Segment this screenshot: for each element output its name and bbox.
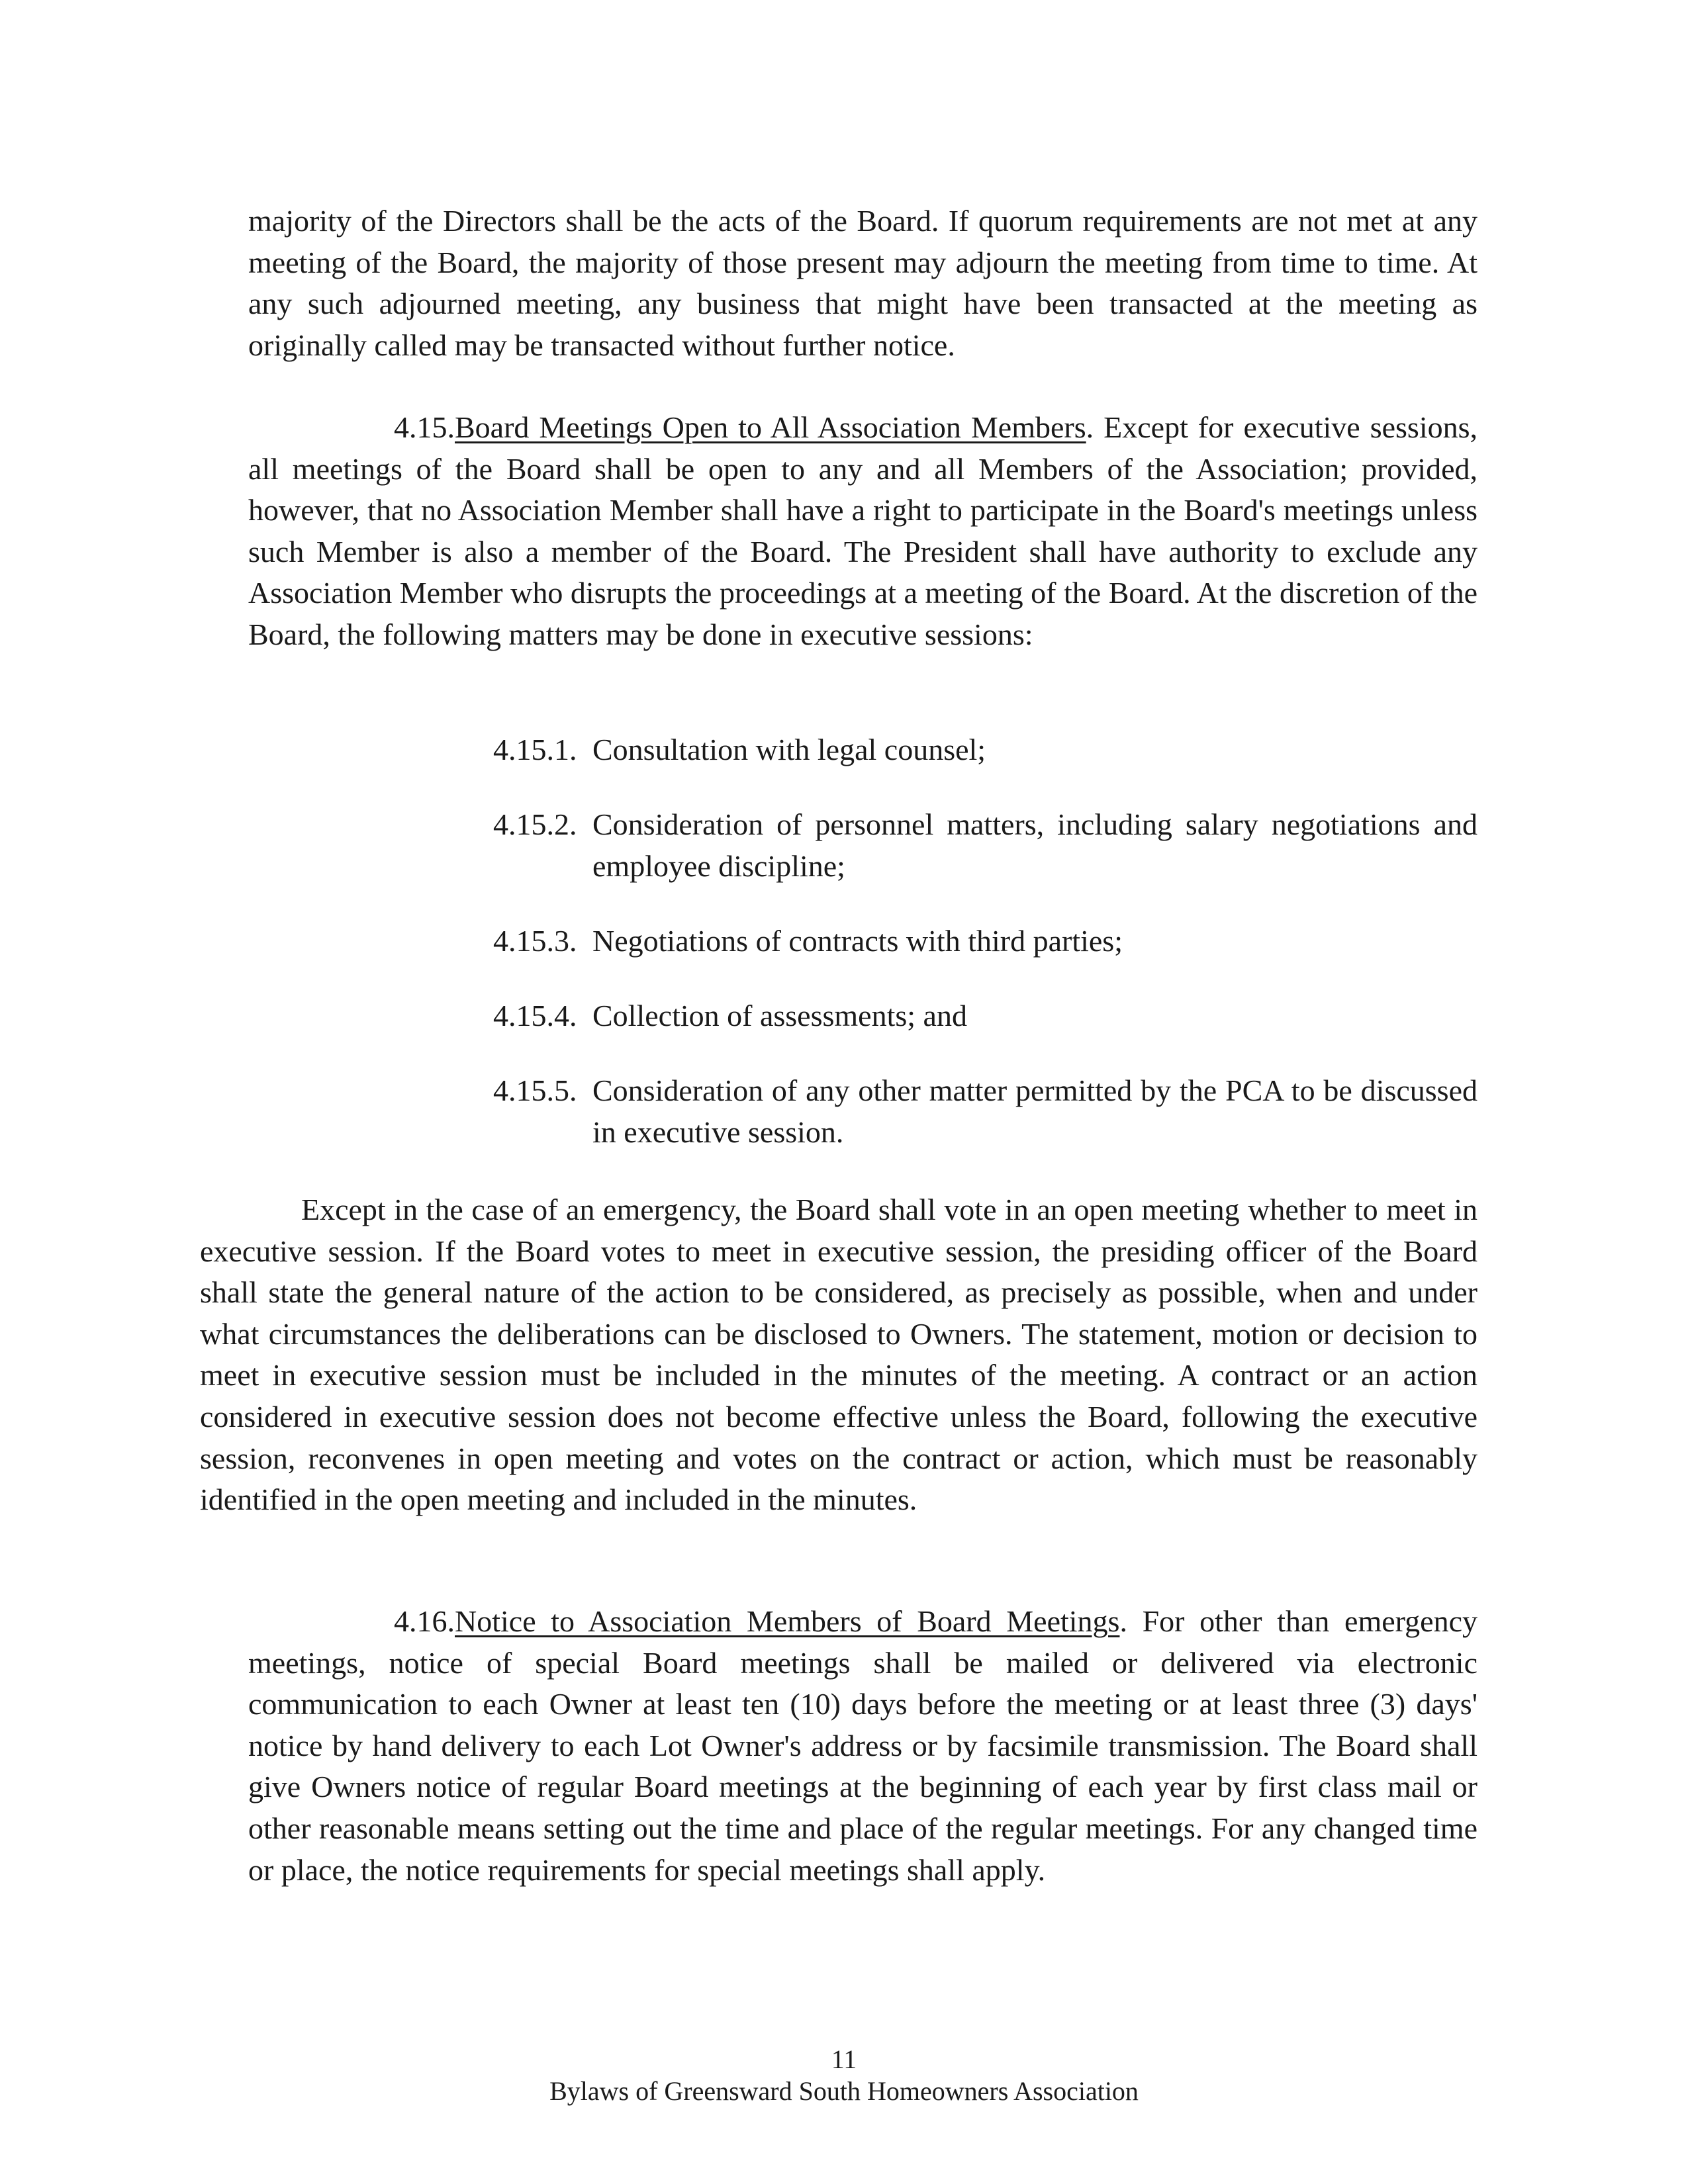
list-item-number: 4.15.1. [493, 733, 577, 766]
list-item-4-15-2 [493, 804, 1477, 887]
footer-title: Bylaws of Greensward South Homeowners Association [549, 2076, 1139, 2106]
section-4-16-paragraph [248, 1601, 1477, 1891]
list-item-number: 4.15.2. [493, 807, 577, 841]
list-item-text: Consideration of any other matter permitted by the PCA to be discussed in executive session. [592, 1073, 1477, 1149]
section-4-15-paragraph [248, 407, 1477, 656]
section-4-15-number: 4.15. [394, 410, 455, 444]
list-item-4-15-3 [493, 921, 1477, 962]
list-item-text: Consideration of personnel matters, including salary negotiations and employee discipline; [592, 807, 1477, 883]
list-item-4-15-5 [493, 1070, 1477, 1153]
list-item-number: 4.15.4. [493, 999, 577, 1032]
list-item-4-15-4 [493, 995, 1477, 1037]
list-item-number: 4.15.5. [493, 1073, 577, 1107]
list-item-text: Negotiations of contracts with third parties; [592, 924, 1123, 958]
section-4-15-body: . Except for executive sessions, all meetings of the Board shall be open to any and all Members of the Association; provided, however, that no Association Member shall have a right to participate in the Board's meetings unless such Member is also a member of the Board. The President shall have authority to exclude any Association Member who disrupts the proceedings at a meeting of the Board. At the discretion of the Board, the following matters may be done in executive sessions: [248, 410, 1477, 651]
page-number: 11 [831, 2044, 857, 2074]
list-item-number: 4.15.3. [493, 924, 577, 958]
list-item-text: Collection of assessments; and [592, 999, 967, 1032]
list-item-4-15-1 [493, 729, 1477, 771]
continuation-paragraph: majority of the Directors shall be the acts of the Board. If quorum requirements are not met at any meeting of the Board, the majority of those present may adjourn the meeting from time to time. At any such adjourned meeting, any business that might have been transacted at the meeting as originally called may be transacted without further notice. [248, 204, 1477, 362]
section-4-16-number: 4.16. [394, 1604, 455, 1638]
list-item-text: Consultation with legal counsel; [592, 733, 986, 766]
section-4-16-heading: Notice to Association Members of Board Meetings [455, 1604, 1120, 1638]
section-4-16-body: . For other than emergency meetings, notice of special Board meetings shall be mailed or delivered via electronic communication to each Owner at least ten (10) days before the meeting or at least three (3) days' notice by hand delivery to each Lot Owner's address or by facsimile transmission. The Board shall give Owners notice of regular Board meetings at the beginning of each year by first class mail or other reasonable means setting out the time and place of the regular meetings. For any changed time or place, the notice requirements for special meetings shall apply. [248, 1604, 1477, 1887]
section-4-15-heading: Board Meetings Open to All Association Members [455, 410, 1086, 444]
executive-session-paragraph: Except in the case of an emergency, the Board shall vote in an open meeting whether to meet in executive session. If the Board votes to meet in executive session, the presiding officer of the Board shall state the general nature of the action to be considered, as precisely as possible, when and under what circumstances the deliberations can be disclosed to Owners. The statement, motion or decision to meet in executive session must be included in the minutes of the meeting. A contract or an action considered in executive session does not become effective unless the Board, following the executive session, reconvenes in open meeting and votes on the contract or action, which must be reasonably identified in the open meeting and included in the minutes. [200, 1193, 1477, 1517]
